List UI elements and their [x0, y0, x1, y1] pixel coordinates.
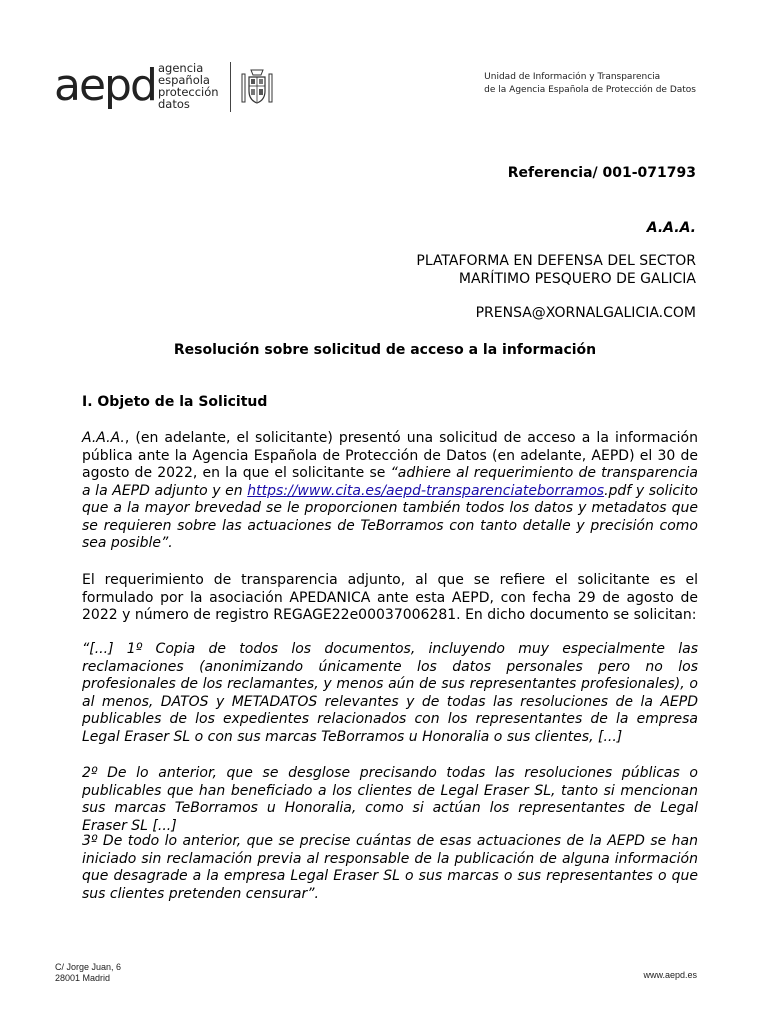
document-title: Resolución sobre solicitud de acceso a la información — [173, 342, 597, 358]
reference-number: Referencia/ 001-071793 — [507, 165, 696, 181]
recipient-email: PRENSA@XORNALGALICIA.COM — [475, 305, 696, 321]
paragraph-request-summary: A.A.A., (en adelante, el solicitante) presentó una solicitud de acceso a la información pública ante la Agencia Española de Protección de Datos (en adelante, AEPD) el 30 de agosto de 2022, en la que el solicitante se “adhiere al requerimiento de transparencia a la AEPD adjunto y en https://www.cita.es/aepd-transparenciateborramos.pdf y solicito que a la mayor brevedad se le proporcionen también todos los datos y metadatos que se requieren sobre las actuaciones de TeBorramos con tanto detalle y precisión como sea posible”. — [82, 430, 698, 551]
quote-item-1: “[...] 1º Copia de todos los documentos, incluyendo muy especialmente las reclamaciones (anonimizando únicamente los datos personales pero no los profesionales de los reclamantes, y menos aún de sus representantes profesionales), o al menos, DATOS y METADATOS relevantes y de todas las resoluciones de la AEPD publicables de los expedientes relacionados con los representantes de la empresa Legal Eraser SL o con sus marcas TeBorramos u Honoralia o sus clientes, [...] — [82, 641, 698, 745]
footer-website: www.aepd.es — [643, 970, 697, 980]
issuing-unit: Unidad de Información y Transparencia de la Agencia Española de Protección de Datos — [484, 72, 696, 95]
aepd-logo — [54, 60, 284, 116]
requester-name: A.A.A. — [82, 430, 125, 446]
logo-agency-name: agencia española protección datos — [158, 61, 219, 111]
quote-item-2: 2º De lo anterior, que se desglose precisando todas las resoluciones públicas o publicables que han beneficiado a los clientes de Legal Eraser SL, tanto si mencionan sus marcas TeBorramos u Honoralia, como si actúan los representantes de Legal Eraser SL [...] — [82, 765, 698, 834]
coat-of-arms-icon — [240, 66, 274, 108]
recipient-organization: PLATAFORMA EN DEFENSA DEL SECTOR MARÍTIMO PESQUERO DE GALICIA — [416, 253, 696, 287]
cita-link[interactable]: https://www.cita.es/aepd-transparenciateborramos — [247, 482, 605, 499]
logo-wordmark: aepd — [54, 60, 156, 111]
recipient-name: A.A.A. — [646, 220, 696, 236]
logo-divider — [230, 62, 231, 112]
section-heading: I. Objeto de la Solicitud — [82, 394, 268, 410]
quote-item-3: 3º De todo lo anterior, que se precise cuántas de esas actuaciones de la AEPD se han iniciado sin reclamación previa al responsable de la publicación de alguna información que desagrade a la empresa Legal Eraser SL o sus marcas o sus representantes o que sus clientes pretenden censurar”. — [82, 833, 698, 902]
paragraph-requirement: El requerimiento de transparencia adjunto, al que se refiere el solicitante es el formulado por la asociación APEDANICA ante esta AEPD, con fecha 29 de agosto de 2022 y número de registro REGAGE22e00037006281. En dicho documento se solicitan: — [82, 572, 698, 623]
footer-address: C/ Jorge Juan, 6 28001 Madrid — [55, 962, 122, 983]
